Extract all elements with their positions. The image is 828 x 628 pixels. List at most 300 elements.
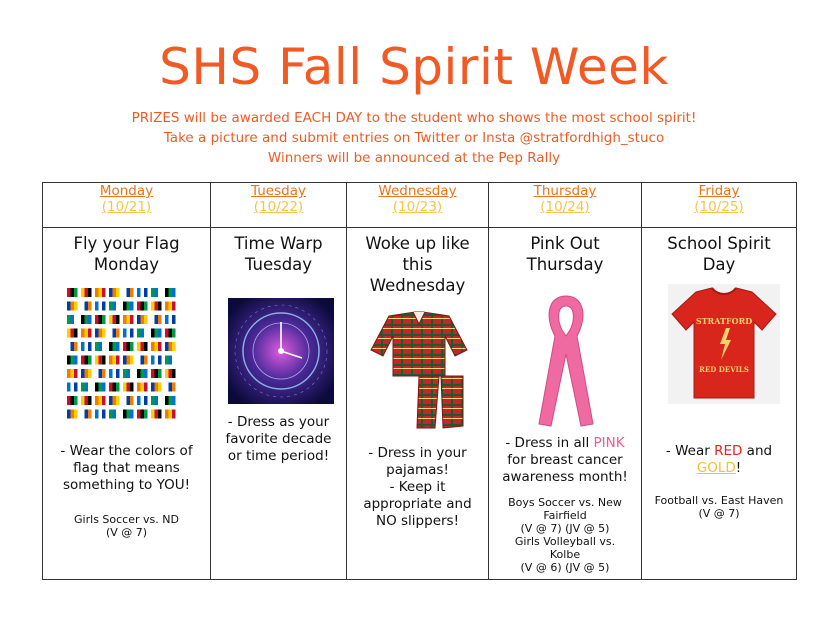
friday-header: [642, 183, 797, 228]
flag-swatch: [71, 356, 75, 365]
flag-swatch: [151, 302, 155, 311]
flag-swatch: [88, 329, 92, 338]
flag-swatch: [165, 369, 169, 378]
flag-swatch: [165, 342, 169, 351]
flag-swatch: [169, 410, 173, 419]
desc-line: awareness month!: [502, 469, 628, 485]
flag-swatch: [172, 342, 176, 351]
theme-title: [43, 228, 210, 275]
flag-swatch: [95, 342, 99, 351]
flag-swatch: [88, 383, 92, 392]
flag-swatch: [155, 329, 159, 338]
flag-swatch: [141, 302, 145, 311]
game-line: Girls Volleyball vs.: [514, 535, 616, 548]
flag-swatch: [74, 288, 78, 297]
flag-swatch: [109, 302, 113, 311]
flag-swatch: [151, 342, 155, 351]
tuesday-header: [211, 183, 347, 228]
theme-title: [347, 228, 488, 296]
dress-instructions: [646, 443, 792, 477]
flag-swatch: [144, 342, 148, 351]
game-schedule: [646, 494, 792, 520]
flag-swatch: [102, 356, 106, 365]
flag-swatch: [172, 302, 176, 311]
flag-swatch: [165, 288, 169, 297]
game-line: (V @ 7): [698, 507, 740, 520]
monday-cell: [43, 228, 211, 580]
flag-swatch: [102, 383, 106, 392]
flag-swatch: [172, 396, 176, 405]
flag-swatch: [155, 410, 159, 419]
flag-swatch: [67, 302, 71, 311]
theme-line: Pink Out: [530, 234, 600, 253]
date-label: (10/21): [101, 199, 152, 215]
flag-swatch: [85, 369, 89, 378]
flag-swatch: [113, 369, 117, 378]
day-label: Wednesday: [378, 183, 457, 199]
desc-line: appropriate and: [363, 496, 472, 512]
flag-swatch: [141, 396, 145, 405]
flag-swatch: [81, 302, 85, 311]
desc-line: pajamas!: [386, 462, 449, 478]
flag-swatch: [113, 288, 117, 297]
desc-line: [493, 435, 637, 452]
flag-swatch: [85, 315, 89, 324]
desc-line: - Keep it: [389, 479, 446, 495]
flag-swatch: [67, 342, 71, 351]
flag-swatch: [116, 302, 120, 311]
flag-swatch: [99, 329, 103, 338]
dress-instructions: [351, 445, 484, 530]
flag-swatch: [99, 356, 103, 365]
flag-swatch: [130, 302, 134, 311]
flag-swatch: [158, 369, 162, 378]
flag-swatch: [85, 396, 89, 405]
flag-swatch: [95, 383, 99, 392]
desc-line: - Wear the colors of: [60, 443, 193, 459]
flag-swatch: [113, 383, 117, 392]
flag-swatch: [109, 410, 113, 419]
flag-swatch: [141, 329, 145, 338]
desc-line: flag that means: [73, 460, 180, 476]
flag-swatch: [130, 410, 134, 419]
dress-instructions: [493, 435, 637, 486]
flag-swatch: [155, 369, 159, 378]
flag-swatch: [71, 315, 75, 324]
flag-swatch: [127, 288, 131, 297]
flag-swatch: [102, 369, 106, 378]
shirt-text: RED DEVILS: [699, 365, 749, 374]
flag-swatch: [99, 342, 103, 351]
flag-swatch: [127, 342, 131, 351]
flag-swatch: [169, 383, 173, 392]
flag-swatch: [155, 315, 159, 324]
flag-swatch: [99, 410, 103, 419]
gold-word: GOLD: [696, 460, 736, 476]
pink-word: PINK: [593, 435, 625, 451]
flag-swatch: [95, 329, 99, 338]
theme-line: School Spirit: [667, 234, 771, 253]
shirt-text: STRATFORD: [695, 316, 753, 326]
flag-swatch: [85, 410, 89, 419]
flag-swatch: [127, 410, 131, 419]
flag-swatch: [113, 342, 117, 351]
flag-swatch: [95, 356, 99, 365]
flag-swatch: [123, 396, 127, 405]
theme-title: [642, 228, 796, 275]
desc-line: [646, 443, 792, 460]
flag-swatch: [141, 356, 145, 365]
desc-line: NO slippers!: [376, 513, 459, 529]
flag-swatch: [169, 288, 173, 297]
flag-swatch: [141, 410, 145, 419]
flag-swatch: [99, 315, 103, 324]
flag-swatch: [109, 356, 113, 365]
flag-swatch: [102, 315, 106, 324]
desc-line: - Dress as your: [227, 414, 330, 430]
flag-swatch: [109, 342, 113, 351]
flag-swatch: [172, 315, 176, 324]
flag-swatch: [137, 383, 141, 392]
theme-line: Fly your Flag: [73, 234, 180, 253]
flag-swatch: [116, 288, 120, 297]
game-schedule: [47, 513, 206, 539]
desc-line: or time period!: [227, 448, 330, 464]
flag-swatch: [99, 369, 103, 378]
wednesday-cell: [347, 228, 489, 580]
plaid-pajamas-image: [367, 310, 471, 430]
flag-swatch: [158, 410, 162, 419]
flag-swatch: [130, 369, 134, 378]
flag-swatch: [137, 302, 141, 311]
flag-swatch: [151, 356, 155, 365]
flag-swatch: [123, 302, 127, 311]
flag-swatch: [116, 410, 120, 419]
flag-swatch: [85, 302, 89, 311]
flag-swatch: [123, 342, 127, 351]
flag-swatch: [158, 356, 162, 365]
flag-swatch: [116, 315, 120, 324]
flag-swatch: [141, 369, 145, 378]
day-label: Thursday: [533, 183, 597, 199]
flag-swatch: [169, 315, 173, 324]
flag-swatch: [74, 356, 78, 365]
date-label: (10/22): [253, 199, 304, 215]
flag-swatch: [130, 342, 134, 351]
flag-swatch: [88, 369, 92, 378]
flag-swatch: [165, 302, 169, 311]
flag-swatch: [74, 342, 78, 351]
flag-swatch: [102, 329, 106, 338]
flag-swatch: [158, 329, 162, 338]
flag-swatch: [71, 329, 75, 338]
flag-swatch: [127, 369, 131, 378]
flag-swatch: [116, 342, 120, 351]
flag-swatch: [88, 315, 92, 324]
flag-swatch: [155, 302, 159, 311]
flag-swatch: [81, 288, 85, 297]
flag-swatch: [85, 329, 89, 338]
flag-swatch: [67, 315, 71, 324]
flag-swatch: [109, 383, 113, 392]
desc-line: something to YOU!: [62, 477, 191, 493]
time-warp-clock-image: [228, 298, 334, 404]
flag-swatch: [74, 369, 78, 378]
game-line: Kolbe: [549, 548, 581, 561]
flag-swatch: [151, 383, 155, 392]
flag-swatch: [113, 329, 117, 338]
flag-swatch: [151, 410, 155, 419]
flag-swatch: [74, 315, 78, 324]
flag-swatch: [71, 369, 75, 378]
flag-swatch: [151, 315, 155, 324]
date-label: (10/24): [540, 199, 590, 215]
flag-swatch: [109, 288, 113, 297]
flag-swatch: [88, 342, 92, 351]
flag-swatch: [165, 329, 169, 338]
flag-swatch: [113, 396, 117, 405]
flag-swatch: [169, 342, 173, 351]
flag-swatch: [137, 315, 141, 324]
theme-title: [211, 228, 346, 275]
desc-text: - Wear: [665, 443, 715, 459]
date-label: (10/25): [694, 199, 744, 215]
flag-swatch: [144, 302, 148, 311]
flag-swatch: [102, 410, 106, 419]
flag-swatch: [141, 288, 145, 297]
flag-swatch: [88, 396, 92, 405]
flag-swatch: [123, 288, 127, 297]
flag-swatch: [144, 329, 148, 338]
flag-swatch: [165, 356, 169, 365]
flag-swatch: [130, 396, 134, 405]
tuesday-cell: [211, 228, 347, 580]
flag-swatch: [141, 383, 145, 392]
flag-swatch: [95, 315, 99, 324]
game-schedule: [493, 496, 637, 574]
flag-swatch: [130, 383, 134, 392]
flag-swatch: [123, 410, 127, 419]
flag-swatch: [137, 369, 141, 378]
flag-swatch: [144, 410, 148, 419]
flag-swatch: [67, 396, 71, 405]
flag-swatch: [165, 396, 169, 405]
flag-swatch: [67, 369, 71, 378]
flag-swatch: [81, 342, 85, 351]
flag-swatch: [99, 396, 103, 405]
flag-swatch: [74, 302, 78, 311]
theme-line: Thursday: [526, 255, 604, 274]
page-title: SHS Fall Spirit Week: [159, 38, 669, 96]
spirit-week-table: [42, 182, 797, 580]
flag-swatch: [158, 383, 162, 392]
flag-swatch: [169, 302, 173, 311]
game-line: Fairfield: [543, 509, 587, 522]
flag-swatch: [102, 342, 106, 351]
theme-line: Wednesday: [369, 276, 466, 295]
flag-swatch: [165, 410, 169, 419]
flag-swatch: [172, 369, 176, 378]
flag-swatch: [81, 356, 85, 365]
flag-swatch: [155, 396, 159, 405]
flag-swatch: [172, 410, 176, 419]
flag-swatch: [155, 383, 159, 392]
flag-swatch: [109, 329, 113, 338]
flag-swatch: [74, 396, 78, 405]
day-label: Friday: [698, 183, 740, 199]
theme-line: Day: [702, 255, 736, 274]
flag-swatch: [85, 342, 89, 351]
flag-swatch: [151, 329, 155, 338]
dress-instructions: [47, 443, 206, 494]
flag-swatch: [144, 315, 148, 324]
table-header-row: [43, 183, 797, 228]
flag-swatch: [67, 288, 71, 297]
flag-swatch: [123, 383, 127, 392]
flag-swatch: [109, 369, 113, 378]
theme-line: Time Warp: [234, 234, 323, 253]
flag-swatch: [109, 396, 113, 405]
flag-swatch: [71, 288, 75, 297]
theme-title: [489, 228, 641, 275]
flag-swatch: [113, 302, 117, 311]
flag-swatch: [137, 329, 141, 338]
desc-text: !: [735, 460, 742, 476]
flag-swatch: [127, 356, 131, 365]
flag-swatch: [169, 329, 173, 338]
flag-swatch: [85, 356, 89, 365]
flag-swatch: [155, 342, 159, 351]
flag-swatch: [130, 315, 134, 324]
flag-swatch: [81, 329, 85, 338]
flag-swatch: [116, 329, 120, 338]
flag-swatch: [137, 410, 141, 419]
flag-swatch: [67, 356, 71, 365]
flag-swatch: [158, 302, 162, 311]
game-line: Girls Soccer vs. ND: [74, 513, 179, 526]
flag-swatch: [99, 288, 103, 297]
flag-swatch: [95, 396, 99, 405]
flag-swatch: [116, 356, 120, 365]
thursday-header: [489, 183, 642, 228]
flag-swatch: [169, 369, 173, 378]
flag-swatch: [113, 356, 117, 365]
flag-swatch: [123, 329, 127, 338]
date-label: (10/23): [392, 199, 443, 215]
flag-swatch: [116, 369, 120, 378]
flag-swatch: [144, 383, 148, 392]
flag-swatch: [141, 315, 145, 324]
flag-swatch: [165, 383, 169, 392]
day-label: Monday: [99, 183, 154, 199]
flag-swatch: [71, 383, 75, 392]
friday-cell: [642, 228, 797, 580]
flag-swatch: [172, 288, 176, 297]
flag-swatch: [123, 356, 127, 365]
flag-swatch: [74, 383, 78, 392]
flag-swatch: [99, 383, 103, 392]
flag-swatch: [71, 342, 75, 351]
wednesday-header: [347, 183, 489, 228]
monday-header: [43, 183, 211, 228]
flag-swatch: [102, 396, 106, 405]
flag-swatch: [169, 356, 173, 365]
submission-note: Take a picture and submit entries on Twitter or Insta @stratfordhigh_stuco: [163, 130, 665, 146]
table-body-row: [43, 228, 797, 580]
desc-line: favorite decade: [225, 431, 332, 447]
game-line: Boys Soccer vs. New: [508, 496, 622, 509]
flag-swatch: [158, 396, 162, 405]
day-label: Tuesday: [251, 183, 306, 199]
flag-swatch: [95, 302, 99, 311]
flag-swatch: [151, 369, 155, 378]
flag-swatch: [144, 396, 148, 405]
red-devils-shirt-image: [668, 284, 780, 404]
flag-swatch: [88, 356, 92, 365]
flag-swatch: [137, 288, 141, 297]
flag-swatch: [144, 288, 148, 297]
flag-swatch: [71, 302, 75, 311]
theme-line: Woke up like: [365, 234, 470, 253]
flag-swatch: [88, 302, 92, 311]
flag-swatch: [81, 396, 85, 405]
flag-swatch: [95, 288, 99, 297]
dress-instructions: [215, 414, 342, 465]
prize-note: PRIZES will be awarded EACH DAY to the student who shows the most school spirit!: [131, 110, 697, 126]
game-line: (V @ 7): [105, 526, 148, 539]
flag-swatch: [141, 342, 145, 351]
flag-swatch: [130, 288, 134, 297]
flag-swatch: [127, 315, 131, 324]
flag-swatch: [116, 383, 120, 392]
flag-swatch: [158, 342, 162, 351]
flag-swatch: [81, 410, 85, 419]
flag-swatch: [137, 396, 141, 405]
flag-swatch: [95, 410, 99, 419]
flag-swatch: [127, 329, 131, 338]
flag-swatch: [109, 315, 113, 324]
flag-swatch: [88, 288, 92, 297]
flag-swatch: [85, 383, 89, 392]
flag-swatch: [151, 288, 155, 297]
flag-swatch: [158, 315, 162, 324]
flag-swatch: [127, 302, 131, 311]
flag-swatch: [67, 329, 71, 338]
flag-swatch: [137, 356, 141, 365]
flag-swatch: [127, 383, 131, 392]
desc-text: - Dress in all: [505, 435, 594, 451]
flag-swatch: [151, 396, 155, 405]
flag-swatch: [88, 410, 92, 419]
flag-swatch: [81, 315, 85, 324]
flag-swatch: [116, 396, 120, 405]
flag-swatch: [144, 356, 148, 365]
flag-swatch: [71, 410, 75, 419]
flag-swatch: [130, 329, 134, 338]
flags-collage-image: [67, 288, 183, 428]
flag-swatch: [102, 288, 106, 297]
flag-swatch: [155, 288, 159, 297]
flag-swatch: [172, 356, 176, 365]
flag-swatch: [81, 369, 85, 378]
red-word: RED: [714, 443, 743, 459]
flag-swatch: [137, 342, 141, 351]
desc-line: [646, 460, 792, 477]
flag-swatch: [102, 302, 106, 311]
flag-swatch: [67, 410, 71, 419]
desc-text: and: [742, 443, 773, 459]
flag-swatch: [144, 369, 148, 378]
